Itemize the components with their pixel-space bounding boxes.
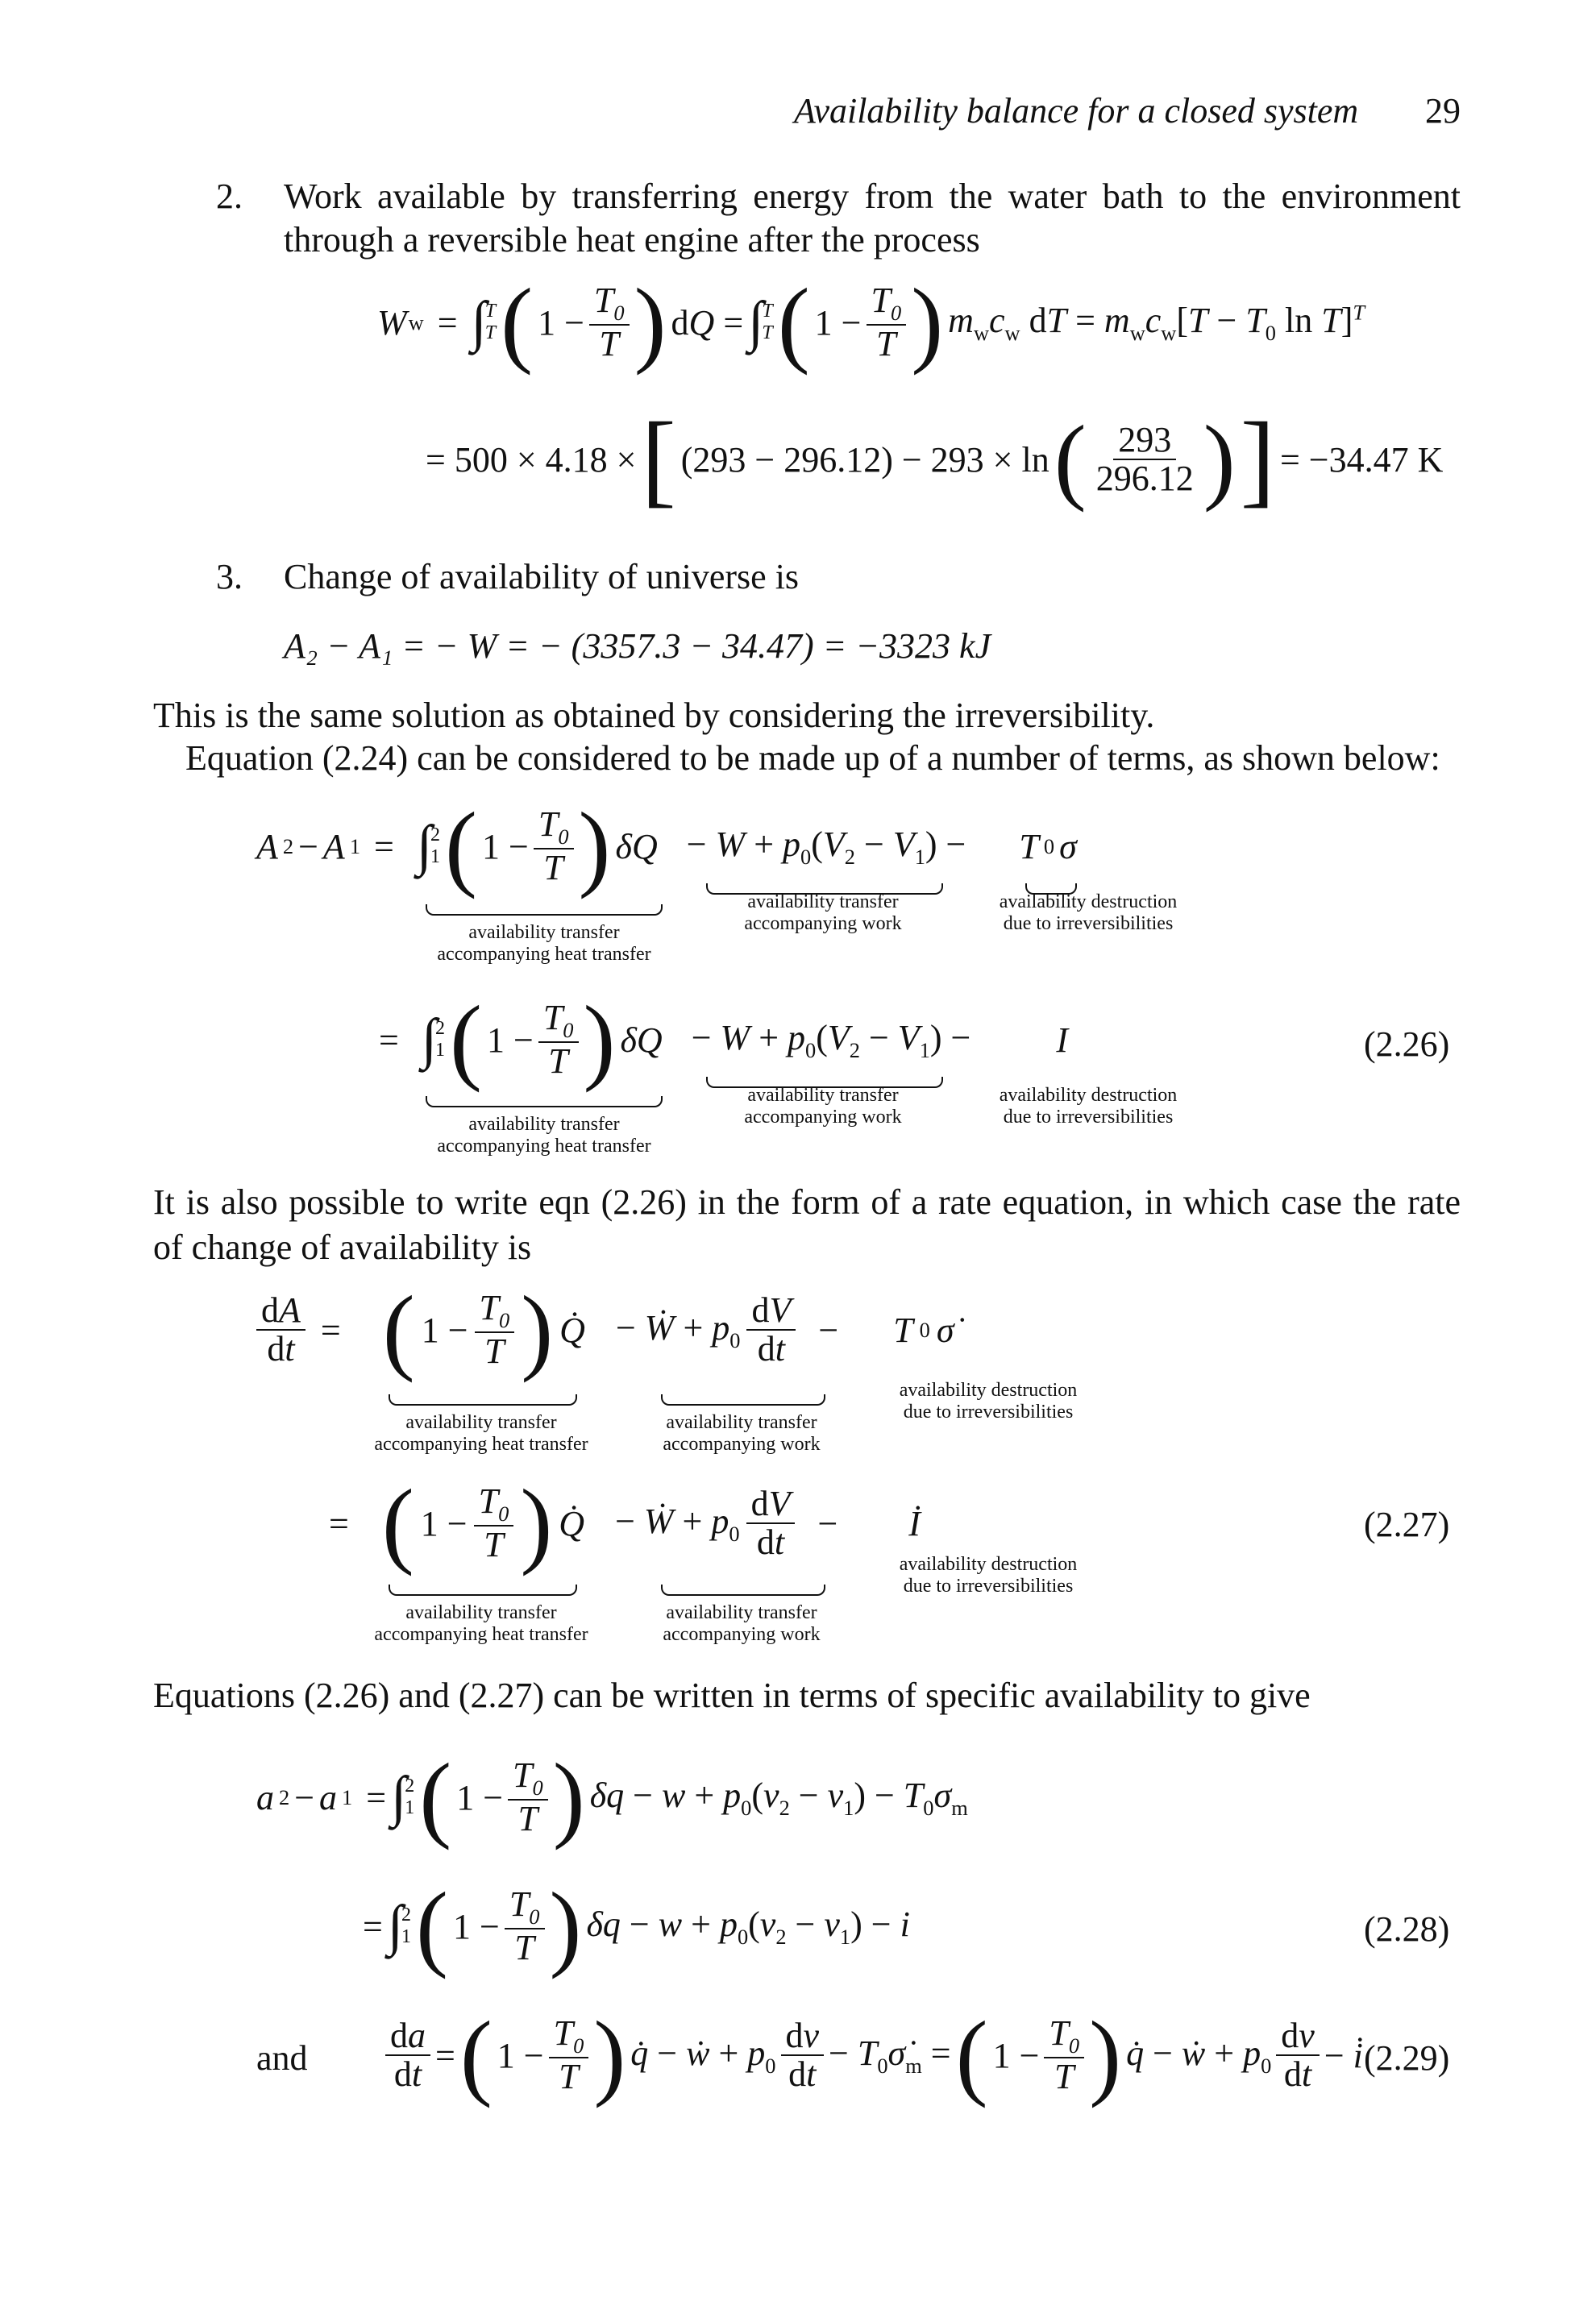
eq227-line1: $\frac{dA}{dt}$ = ( 1 − $\frac{T_0}{T}$ ) Q̇ − Ẇ + $p_0$ $\frac{dV}{dt}$ − T 0 σ̇ — [256, 1281, 954, 1378]
running-title: Availability balance for a closed system — [794, 91, 1359, 131]
eq227-brace-heat-1 — [389, 1394, 577, 1406]
paragraph-rate-line2: of change of availability is — [153, 1227, 532, 1267]
page-number: 29 — [1425, 91, 1461, 131]
eq226-label-destruction-2: availability destruction due to irreversibilities — [999, 1085, 1178, 1128]
eq226-brace-heat-2 — [426, 1096, 663, 1107]
eq228-line2: = ∫ 2 1 ( 1 − $\frac{T_0}{T}$ ) $\delta q - w + p_0(v_2 - v_1) - i$ — [363, 1872, 910, 1979]
eq226-number: (2.26) — [1364, 1024, 1450, 1064]
eq226-line1: A 2 − A 1 = ∫ 2 1 ( 1 − $\frac{T_0}{T}$ ) δQ − $W + p_0(V_2 - V_1)$ − T 0 σ — [256, 792, 1077, 899]
eq226-label-heat-2: availability transfer accompanying heat transfer — [437, 1114, 651, 1157]
eq228-number: (2.28) — [1364, 1909, 1450, 1949]
item-2-text-line2: through a reversible heat engine after the process — [284, 220, 980, 260]
paragraph-same-solution: This is the same solution as obtained by considering the irreversibility. — [153, 696, 1155, 735]
eq227-label-destruction-1: availability destruction due to irreversibilities — [899, 1380, 1078, 1423]
eq226-label-destruction-1: availability destruction due to irreversibilities — [999, 891, 1178, 934]
item-3-number: 3. — [216, 557, 243, 596]
item-3-text: Change of availability of universe is — [284, 557, 800, 596]
eq226-brace-heat-1 — [426, 904, 663, 916]
eq227-label-heat-1: availability transfer accompanying heat transfer — [374, 1412, 588, 1455]
eq227-label-heat-2: availability transfer accompanying heat transfer — [374, 1602, 588, 1645]
eq227-label-destruction-2: availability destruction due to irreversibilities — [899, 1554, 1078, 1597]
eq229: $\frac{da}{dt}$ = ( 1 − $\frac{T_0}{T}$ ) q̇ − ẇ + $p_0$ $\frac{dv}{dt}$ − $T_0\sigmȧ_m$ = ( 1 − $\frac{T_0}{T}$ ) q̇ − ẇ + $p_0$ $\frac{dv}{dt}$ − i̇ — [385, 2007, 1363, 2104]
eq227-line2: = ( 1 − $\frac{T_0}{T}$ ) Q̇ − Ẇ + $p_0$ $\frac{dV}{dt}$ − İ — [329, 1469, 921, 1576]
eq226-line2: = ∫ 2 1 ( 1 − $\frac{T_0}{T}$ ) δQ − $W + p_0(V_2 - V_1)$ − I — [379, 986, 1069, 1093]
eq227-brace-work-1 — [661, 1394, 825, 1406]
item-2-number: 2. — [216, 177, 243, 216]
eq227-brace-work-2 — [661, 1585, 825, 1596]
eq227-number: (2.27) — [1364, 1505, 1450, 1544]
and-word: and — [256, 2038, 308, 2078]
item-3-equation: A₂ − A₁ = − W = − (3357.3 − 34.47) = −3323 kJ — [284, 626, 991, 666]
eq229-number: (2.29) — [1364, 2038, 1450, 2078]
ww-equation-line1: W w = ∫ T T ( 1 − $\frac{T_0}{T}$ ) dQ = ∫ T T ( 1 − $\frac{T_0}{T}$ ) $m_wc_w$ dT = $m_wc_w[T - T_0$ ln T]$^T$ — [377, 268, 1365, 376]
eq226-label-work-2: availability transfer accompanying work — [744, 1085, 902, 1128]
eq226-label-heat-1: availability transfer accompanying heat transfer — [437, 922, 651, 965]
eq228-line1: a 2 − a 1 = ∫ 2 1 ( 1 − $\frac{T_0}{T}$ ) $\delta q - w + p_0(v_2 - v_1) - T_0\sigma_m$ — [256, 1743, 968, 1850]
ww-result: = −34.47 K — [1279, 439, 1444, 480]
ww-equation-line2: = 500 × 4.18 × [ (293 − 296.12) − 293 × ln ( $\frac{293}{296.12}$ ) ] = −34.47 K — [426, 401, 1444, 517]
eq227-brace-heat-2 — [389, 1585, 577, 1596]
eq227-label-work-2: availability transfer accompanying work — [663, 1602, 821, 1645]
paragraph-equation-224: Equation (2.24) can be considered to be made up of a number of terms, as shown below: — [185, 738, 1440, 778]
eq227-label-work-1: availability transfer accompanying work — [663, 1412, 821, 1455]
item-2-text-line1: Work available by transferring energy from the water bath to the environment — [284, 177, 1461, 216]
eq226-label-work-1: availability transfer accompanying work — [744, 891, 902, 934]
paragraph-specific-availability: Equations (2.26) and (2.27) can be written in terms of specific availability to give — [153, 1676, 1311, 1715]
paragraph-rate-line1: It is also possible to write eqn (2.26) in the form of a rate equation, in which case the rate — [153, 1182, 1461, 1222]
